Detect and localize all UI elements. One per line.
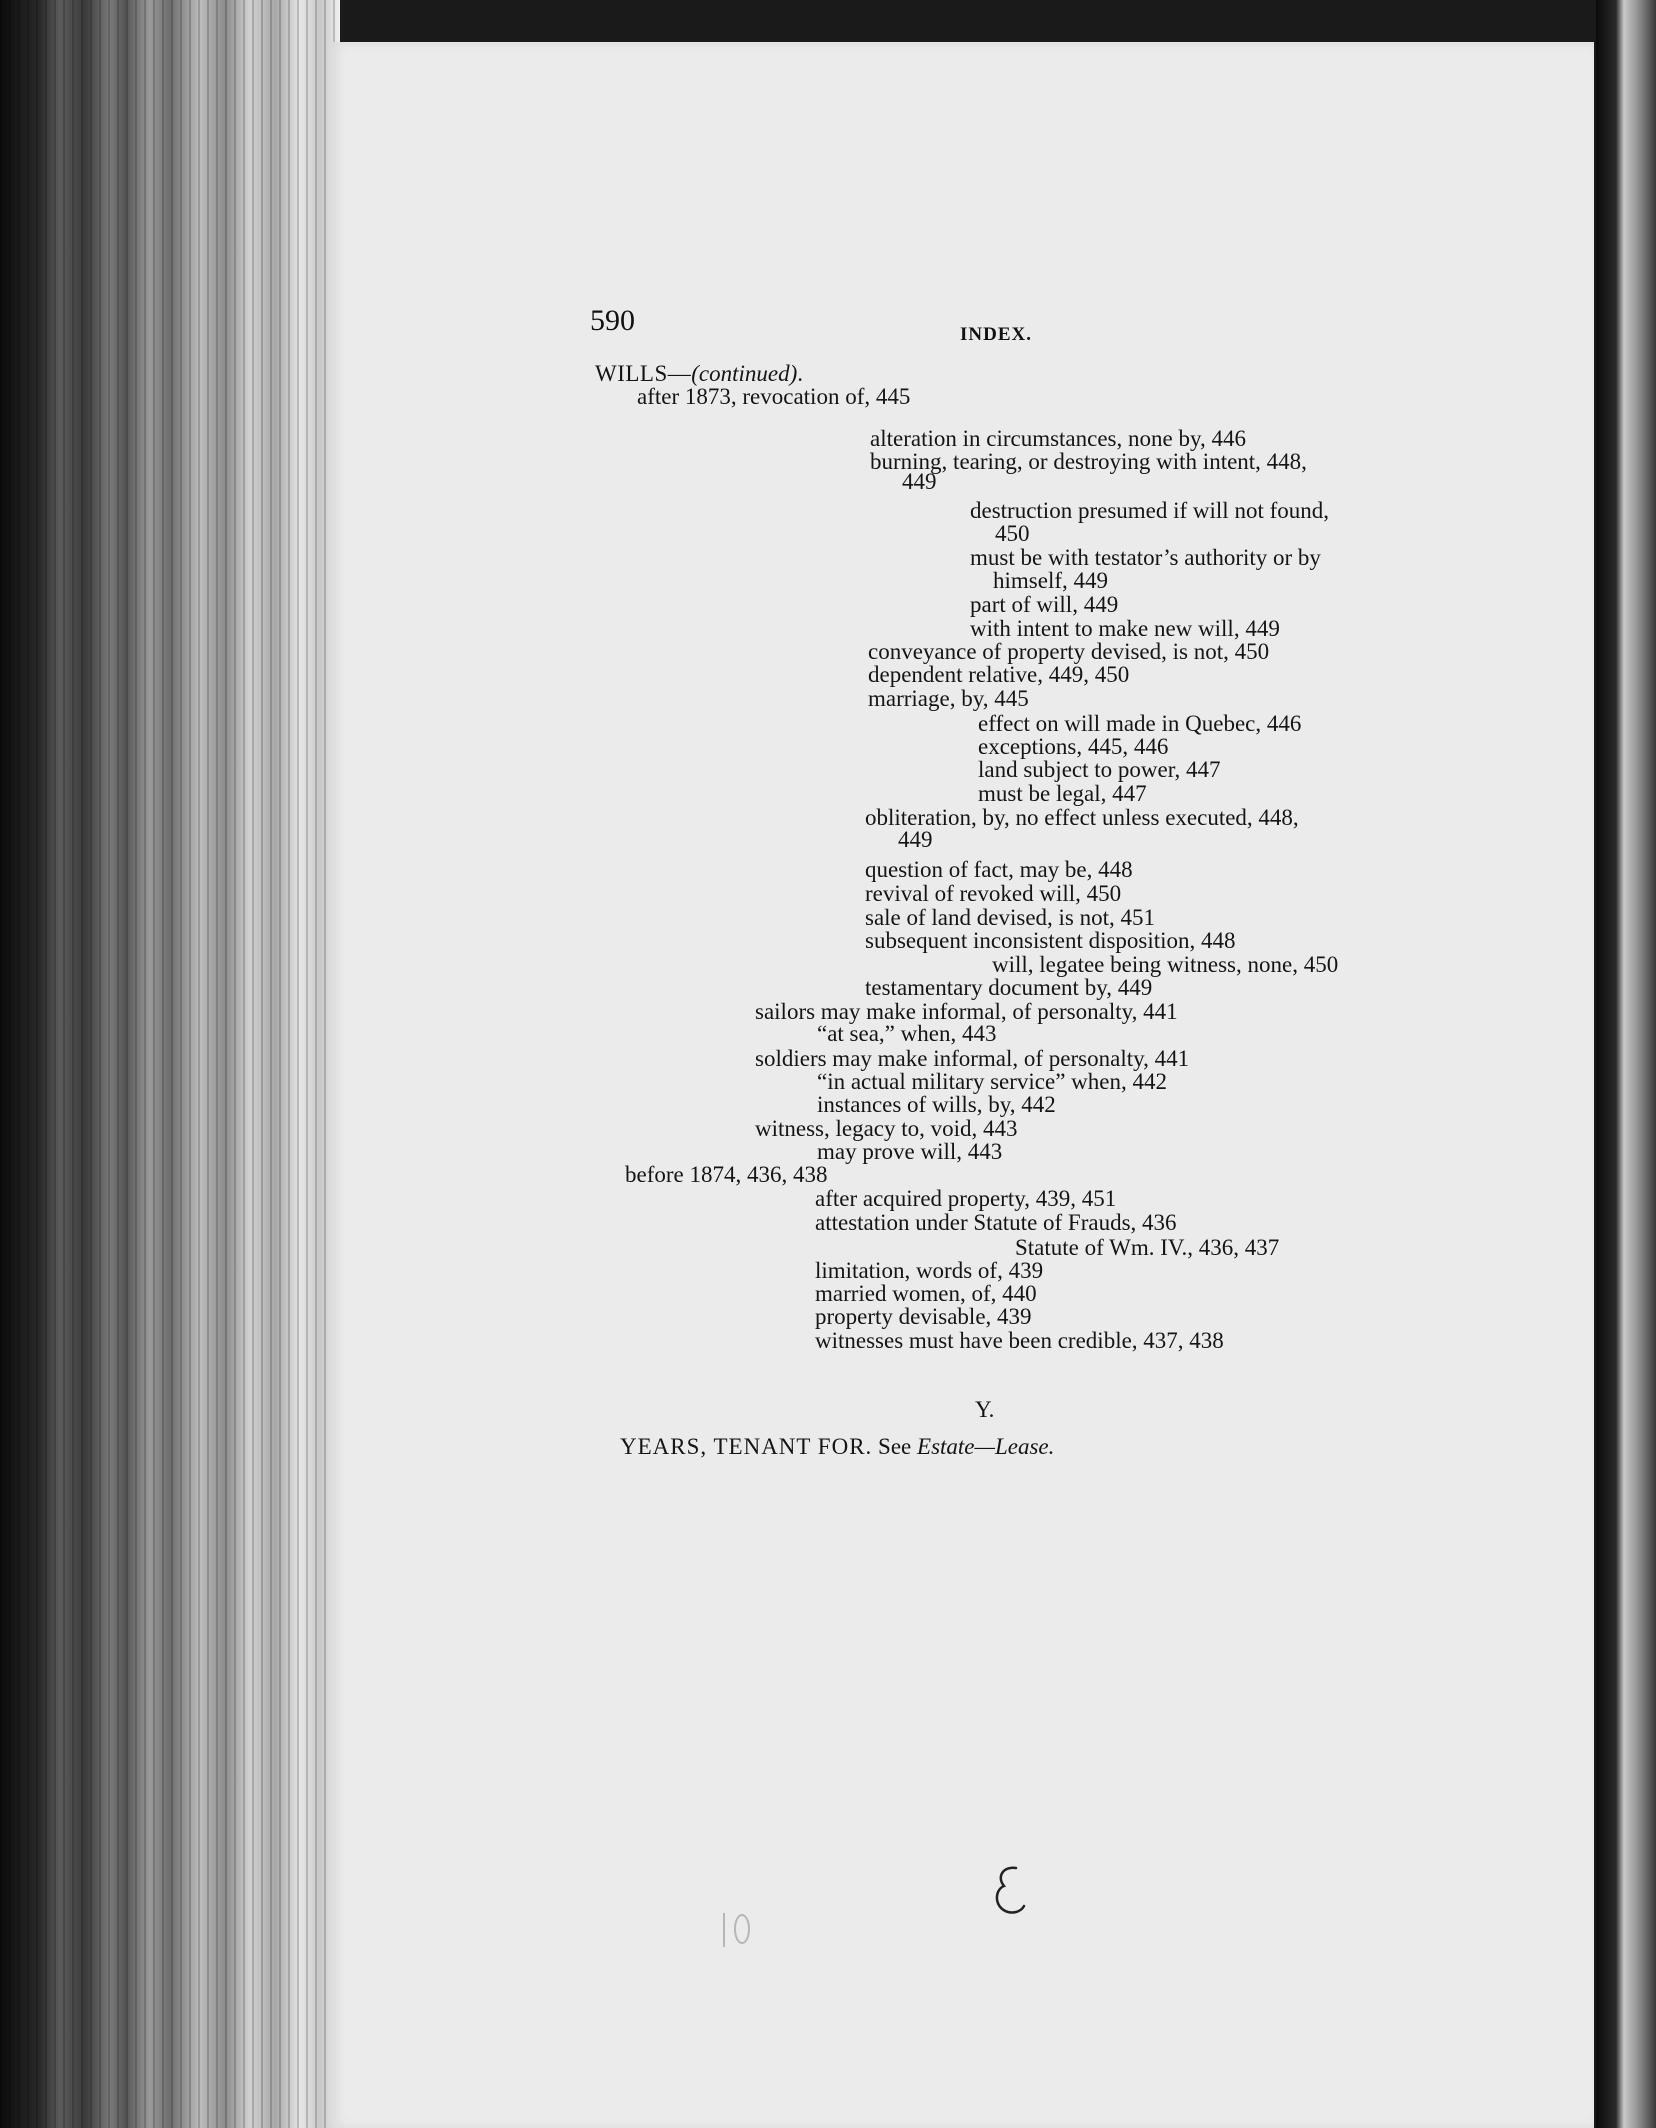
index-entry-years [620, 1434, 1054, 1460]
index-entry: Statute of Wm. IV., 436, 437 [1015, 1235, 1280, 1260]
section-letter-y: Y. [975, 1397, 995, 1422]
index-entry: attestation under Statute of Frauds, 436 [815, 1210, 1177, 1235]
index-entry: exceptions, 445, 446 [978, 734, 1169, 759]
faint-pencil-mark [718, 1907, 758, 1957]
index-entry: after 1873, revocation of, 445 [637, 384, 911, 409]
index-heading-continued: (continued) [691, 361, 798, 386]
index-entry: part of will, 449 [970, 592, 1119, 617]
book-right-edge [1596, 0, 1656, 2128]
handwritten-mark [990, 1862, 1030, 1922]
index-entry: effect on will made in Quebec, 446 [978, 711, 1302, 736]
index-heading-label: WILLS— [595, 361, 692, 386]
index-entry: testamentary document by, 449 [865, 975, 1153, 1000]
index-entry: may prove will, 443 [817, 1139, 1003, 1164]
index-entry: destruction presumed if will not found, [970, 498, 1329, 523]
page-number: 590 [590, 304, 635, 337]
index-entry: subsequent inconsistent disposition, 448 [865, 928, 1236, 953]
index-entry: 449 [898, 827, 933, 852]
index-entry: question of fact, may be, 448 [865, 857, 1133, 882]
index-heading-suffix: . [797, 361, 804, 386]
index-entry: soldiers may make informal, of personalty, 441 [755, 1046, 1190, 1071]
index-entry: limitation, words of, 439 [815, 1258, 1044, 1283]
running-title: INDEX. [960, 324, 1032, 345]
index-entry: witness, legacy to, void, 443 [755, 1116, 1018, 1141]
see-reference: Estate—Lease. [917, 1434, 1055, 1459]
index-entry: obliteration, by, no effect unless executed, 448, [865, 805, 1299, 830]
see-label: See [878, 1434, 912, 1459]
index-entry: must be with testator’s authority or by [970, 545, 1321, 570]
index-entry: dependent relative, 449, 450 [868, 662, 1130, 687]
index-entry: conveyance of property devised, is not, 450 [868, 639, 1270, 664]
index-heading-wills [595, 362, 803, 385]
index-entry: “in actual military service” when, 442 [817, 1069, 1167, 1094]
index-entry: married women, of, 440 [815, 1281, 1037, 1306]
index-entry: must be legal, 447 [978, 781, 1147, 806]
book-page-edges [0, 0, 340, 2128]
index-entry: “at sea,” when, 443 [817, 1021, 997, 1046]
index-entry: himself, 449 [993, 568, 1108, 593]
index-entry: after acquired property, 439, 451 [815, 1186, 1117, 1211]
index-entry: land subject to power, 447 [978, 757, 1221, 782]
index-entry: instances of wills, by, 442 [817, 1092, 1056, 1117]
index-entry: sailors may make informal, of personalty, 441 [755, 999, 1178, 1024]
index-entry: 449 [902, 469, 937, 494]
index-entry: witnesses must have been credible, 437, 438 [815, 1328, 1224, 1353]
book-page [330, 42, 1594, 2128]
index-entry: revival of revoked will, 450 [865, 881, 1122, 906]
index-entry: with intent to make new will, 449 [970, 616, 1280, 641]
index-entry: alteration in circumstances, none by, 446 [870, 426, 1246, 451]
index-entry: sale of land devised, is not, 451 [865, 905, 1156, 930]
index-entry: marriage, by, 445 [868, 686, 1029, 711]
index-entry: before 1874, 436, 438 [625, 1162, 828, 1187]
index-entry: property devisable, 439 [815, 1304, 1032, 1329]
index-entry: 450 [995, 521, 1030, 546]
index-entry: will, legatee being witness, none, 450 [992, 952, 1339, 977]
index-entry: burning, tearing, or destroying with intent, 448, [870, 449, 1307, 474]
index-heading-years: YEARS, TENANT FOR. [620, 1434, 873, 1459]
